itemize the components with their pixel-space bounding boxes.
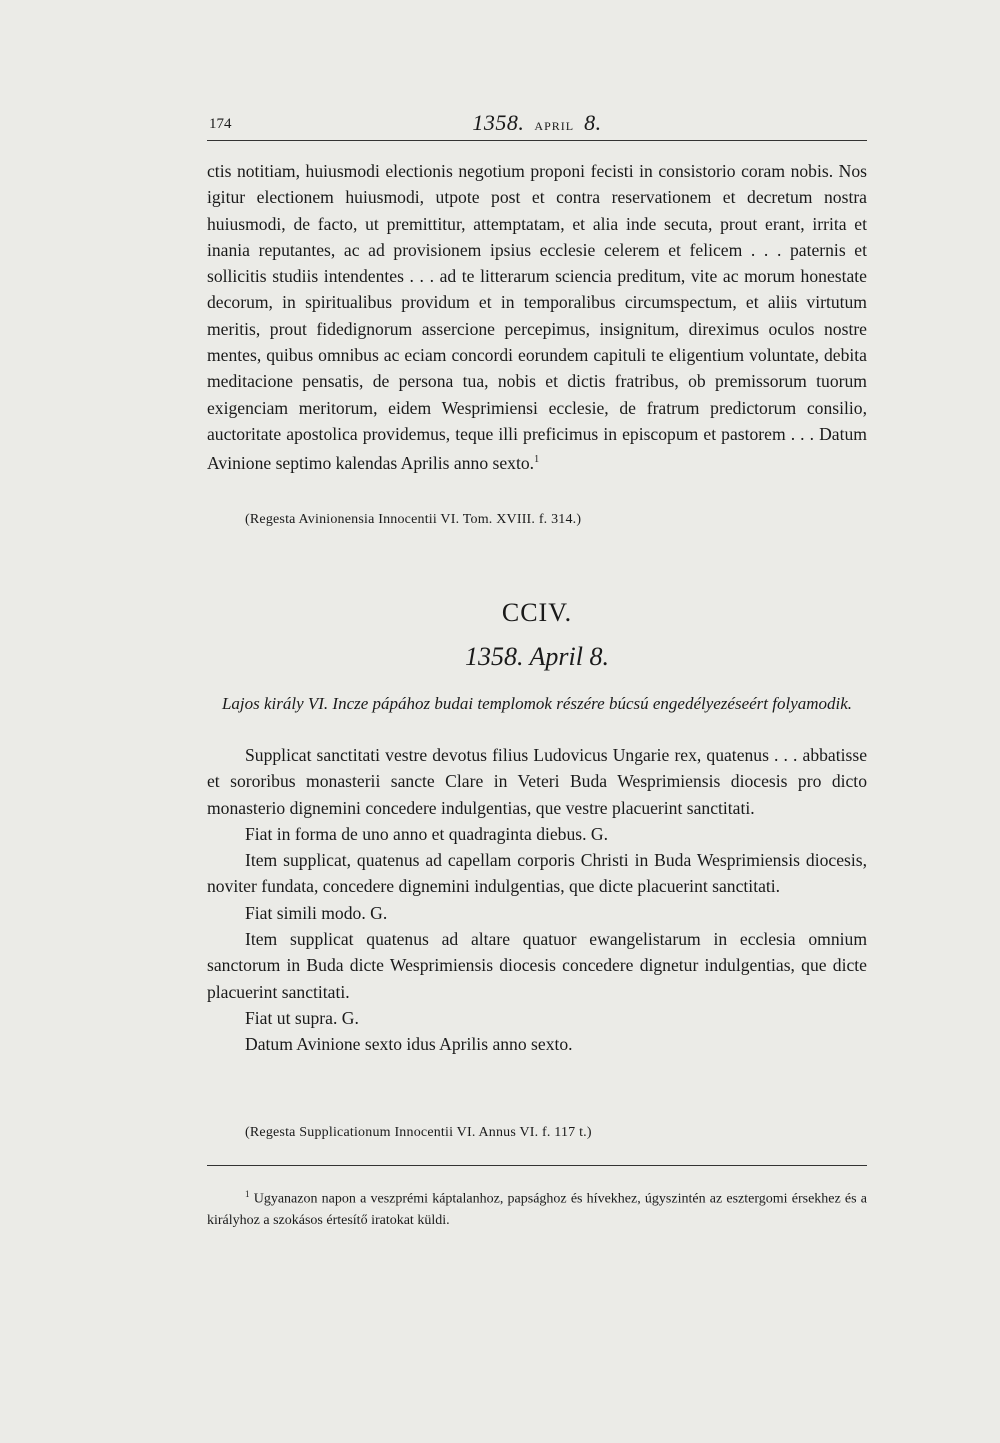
footnote-text: Ugyanazon napon a veszprémi káptalanhoz, papsághoz és hívekhez, úgyszintén az esztergomi érsekhez és a királyhoz a szokásos értesítő iratokat küldi. xyxy=(207,1191,867,1228)
footnote-divider xyxy=(207,1165,867,1166)
body-paragraph: Item supplicat quatenus ad altare quatuor ewangelistarum in ecclesia omnium sanctorum in Buda dicte Wesprimiensis diocesis concedere dignetur indulgentias, que dicte placuerint sanctitati. xyxy=(207,929,867,1002)
footnote-reference: 1 xyxy=(534,454,540,466)
running-title-month: APRIL xyxy=(534,119,575,133)
body-paragraph: Supplicat sanctitati vestre devotus filius Ludovicus Ungarie rex, quatenus . . . abbatisse et sororibus monasterii sancte Clare in Veteri Buda Wesprimiensis diocesis pro dicto monasterio dignemini concedere indulgentias, que vestre placuerint sanctitati. xyxy=(207,745,867,818)
document-date: 1358. April 8. xyxy=(465,642,609,671)
previous-document-body: ctis notitiam, huiusmodi electionis negotium proponi fecisti in consistorio coram nobis. Nos igitur electionem huiusmodi, utpote post et contra reservationem et decretum nostra huiusmodi, de facto, ut premittitur, attemptatam, et alia inde secuta, prout erant, irrita et inania reputantes, ac ad provisionem ipsius ecclesie celerem et felicem . . . paternis et sollicitis studiis intendentes . . . ad te litterarum sciencia preditum, vite ac morum honestate decorum, in spiritualibus providum et in temporalibus circumspectum, et aliis virtutum meritis, prout fidedignorum assercione percepimus, insignitum, direximus oculos nostre mentes, quibus omnibus ac eciam concordi eorundem capituli te eligentium voluntate, debita meditacione pensatis, de persona tua, nobis et dictis fratribus, ob premissorum tuorum exigenciam meritorum, eidem Wesprimiensi ecclesie, de fratrum predictorum consilio, auctoritate apostolica providemus, teque illi preficimus in episcopum et pastorem . . . Datum Avinione septimo kalendas Aprilis anno sexto. xyxy=(207,161,867,474)
document-source: (Regesta Supplicationum Innocentii VI. Annus VI. f. 117 t.) xyxy=(245,1125,592,1140)
running-header xyxy=(207,108,867,141)
body-paragraph: Fiat in forma de uno anno et quadraginta diebus. G. xyxy=(245,823,609,844)
document-number: CCIV. xyxy=(501,598,573,627)
body-paragraph: Fiat ut supra. G. xyxy=(245,1007,359,1028)
document-body xyxy=(207,742,867,1058)
footnote-marker: 1 xyxy=(245,1189,250,1199)
running-title xyxy=(207,110,867,136)
running-title-day: 8. xyxy=(584,110,602,135)
running-title-year: 1358. xyxy=(472,110,525,135)
page-number: 174 xyxy=(209,116,232,132)
previous-document-source: (Regesta Avinionensia Innocentii VI. Tom. XVIII. f. 314.) xyxy=(245,512,582,527)
body-paragraph: Fiat simili modo. G. xyxy=(245,902,388,923)
body-paragraph: Datum Avinione sexto idus Aprilis anno sexto. xyxy=(245,1034,573,1055)
footnote xyxy=(207,1184,867,1231)
previous-document-text xyxy=(207,158,867,476)
body-paragraph: Item supplicat, quatenus ad capellam corporis Christi in Buda Wesprimiensis diocesis, noviter fundata, concedere dignemini indulgentias, que dicte placuerint sanctitati. xyxy=(207,850,867,897)
document-regest: Lajos király VI. Incze pápához budai templomok részére búcsú engedélyezéseért folyamodik. xyxy=(221,694,853,713)
